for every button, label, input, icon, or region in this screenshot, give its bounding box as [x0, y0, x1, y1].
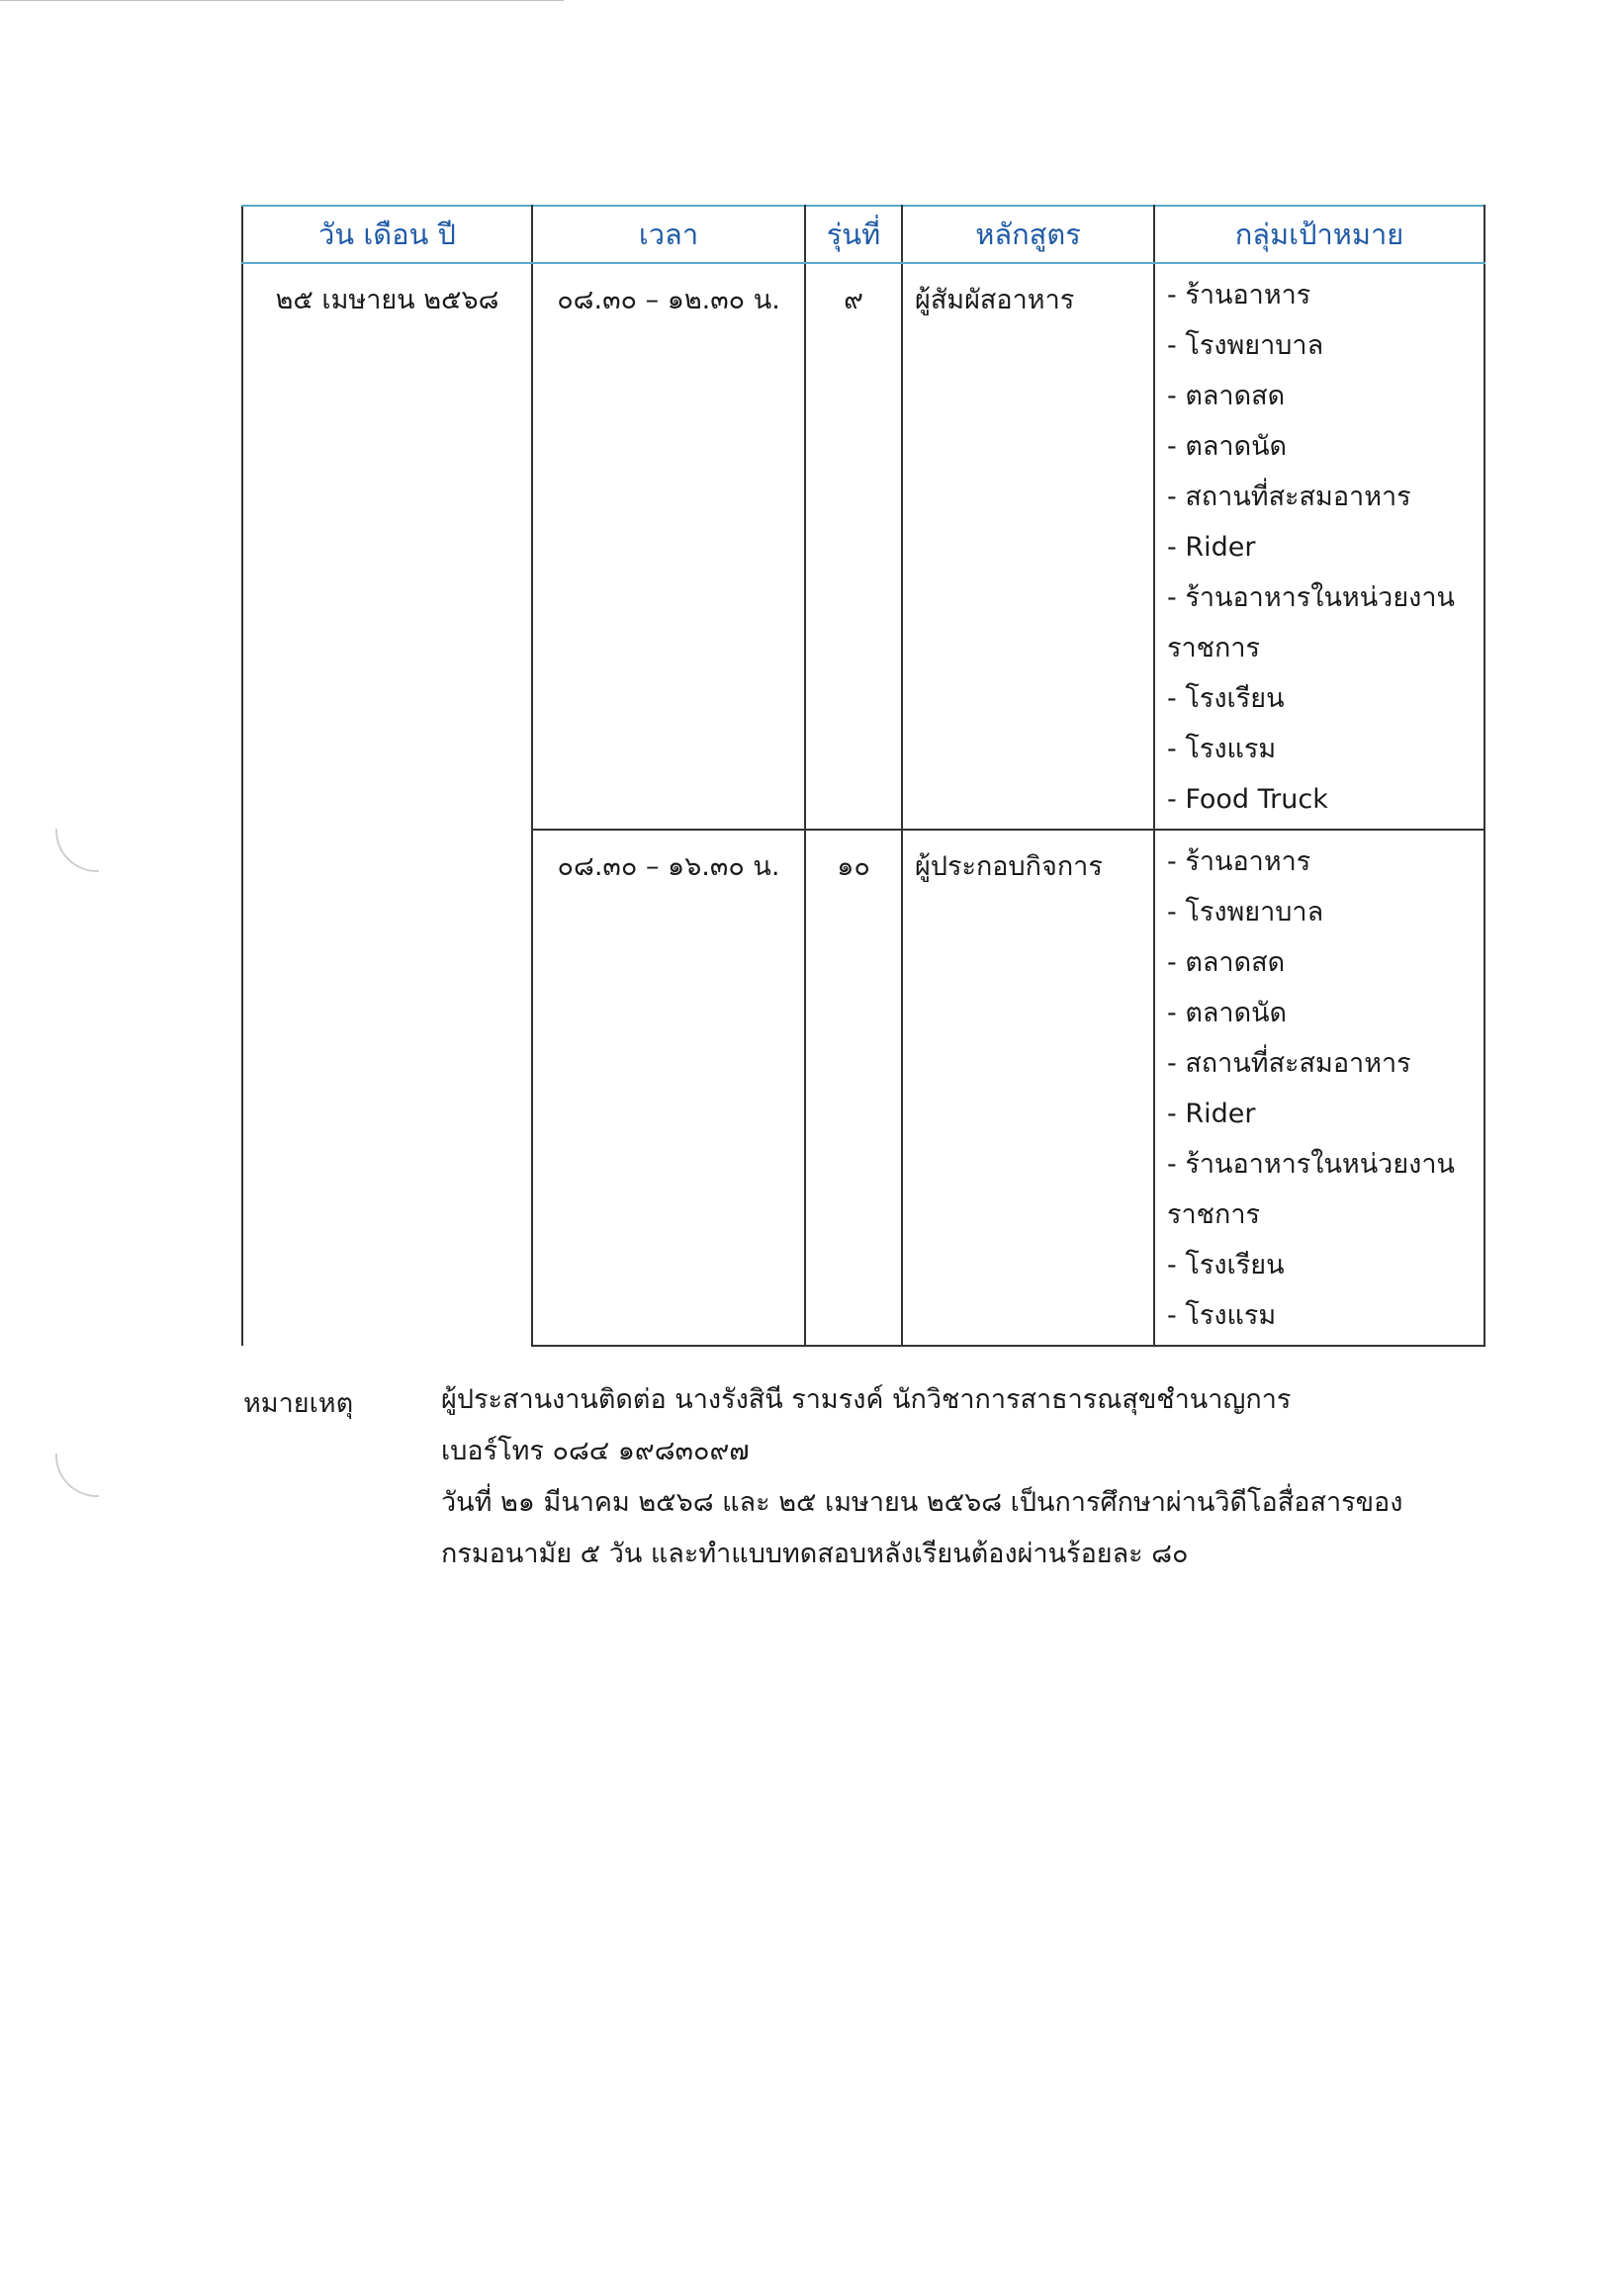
date-cell	[242, 263, 532, 1346]
date-value: ๒๕ เมษายน ๒๕๖๘	[275, 285, 499, 315]
list-item: - ตลาดสด	[1167, 381, 1286, 411]
list-item: - ร้านอาหาร	[1167, 846, 1311, 877]
list-item: - ตลาดนัด	[1167, 431, 1288, 462]
header-course: หลักสูตร	[902, 206, 1154, 263]
list-item: - Food Truck	[1167, 784, 1328, 815]
remarks-body	[441, 1374, 1489, 1580]
training-schedule-table	[241, 205, 1485, 1347]
list-item: - โรงพยาบาล	[1167, 897, 1324, 927]
list-item: - ร้านอาหาร	[1167, 280, 1311, 310]
remarks-line: วันที่ ๒๑ มีนาคม ๒๕๖๘ และ ๒๕ เมษายน ๒๕๖๘ เป็นการศึกษาผ่านวิดีโอสื่อสารของ	[441, 1487, 1403, 1518]
header-target-group: กลุ่มเป้าหมาย	[1154, 206, 1484, 263]
remarks-label: หมายเหตุ	[243, 1388, 354, 1419]
time-value: ๐๘.๓๐ – ๑๖.๓๐ น.	[557, 851, 780, 882]
list-item: ราชการ	[1167, 633, 1260, 663]
punch-hole-mark	[55, 1454, 99, 1497]
list-item: - โรงเรียน	[1167, 683, 1285, 714]
time-value: ๐๘.๓๐ – ๑๒.๓๐ น.	[557, 285, 780, 315]
list-item: - ร้านอาหารในหน่วยงาน	[1167, 1149, 1455, 1180]
list-item: - Rider	[1167, 1099, 1256, 1129]
course-value: ผู้ประกอบกิจการ	[915, 851, 1103, 882]
list-item: - โรงเรียน	[1167, 1250, 1285, 1280]
punch-hole-mark	[55, 829, 99, 872]
course-cell	[902, 263, 1154, 830]
batch-cell	[805, 830, 902, 1346]
course-value: ผู้สัมผัสอาหาร	[915, 285, 1075, 315]
remarks-line: ผู้ประสานงานติดต่อ นางรังสินี รามรงค์ นักวิชาการสาธารณสุขชำนาญการ	[441, 1384, 1292, 1415]
list-item: - สถานที่สะสมอาหาร	[1167, 482, 1411, 512]
list-item: - ตลาดสด	[1167, 947, 1286, 978]
scan-edge-line	[0, 0, 564, 1]
course-cell	[902, 830, 1154, 1346]
list-item: - โรงแรม	[1167, 734, 1277, 764]
target-cell	[1154, 830, 1484, 1346]
list-item: - โรงพยาบาล	[1167, 330, 1324, 361]
time-cell	[532, 830, 805, 1346]
list-item: - Rider	[1167, 532, 1256, 563]
list-item: - ตลาดนัด	[1167, 998, 1288, 1028]
remarks-line: เบอร์โทร ๐๘๔ ๑๙๘๓๐๙๗	[441, 1436, 750, 1466]
table-row	[242, 263, 1484, 830]
batch-value: ๙	[844, 285, 863, 315]
list-item: - สถานที่สะสมอาหาร	[1167, 1048, 1411, 1079]
list-item: ราชการ	[1167, 1199, 1260, 1230]
list-item: - โรงแรม	[1167, 1300, 1277, 1331]
batch-value: ๑๐	[837, 851, 870, 882]
target-list	[1167, 274, 1472, 829]
remarks-line: กรมอนามัย ๕ วัน และทำแบบทดสอบหลังเรียนต้องผ่านร้อยละ ๘๐	[441, 1539, 1189, 1569]
header-batch: รุ่นที่	[805, 206, 902, 263]
time-cell	[532, 263, 805, 830]
list-item: - ร้านอาหารในหน่วยงาน	[1167, 582, 1455, 613]
header-time: เวลา	[532, 206, 805, 263]
header-date: วัน เดือน ปี	[242, 206, 532, 263]
batch-cell	[805, 263, 902, 830]
target-list	[1167, 840, 1472, 1345]
target-cell	[1154, 263, 1484, 830]
table-header-row	[242, 206, 1484, 263]
